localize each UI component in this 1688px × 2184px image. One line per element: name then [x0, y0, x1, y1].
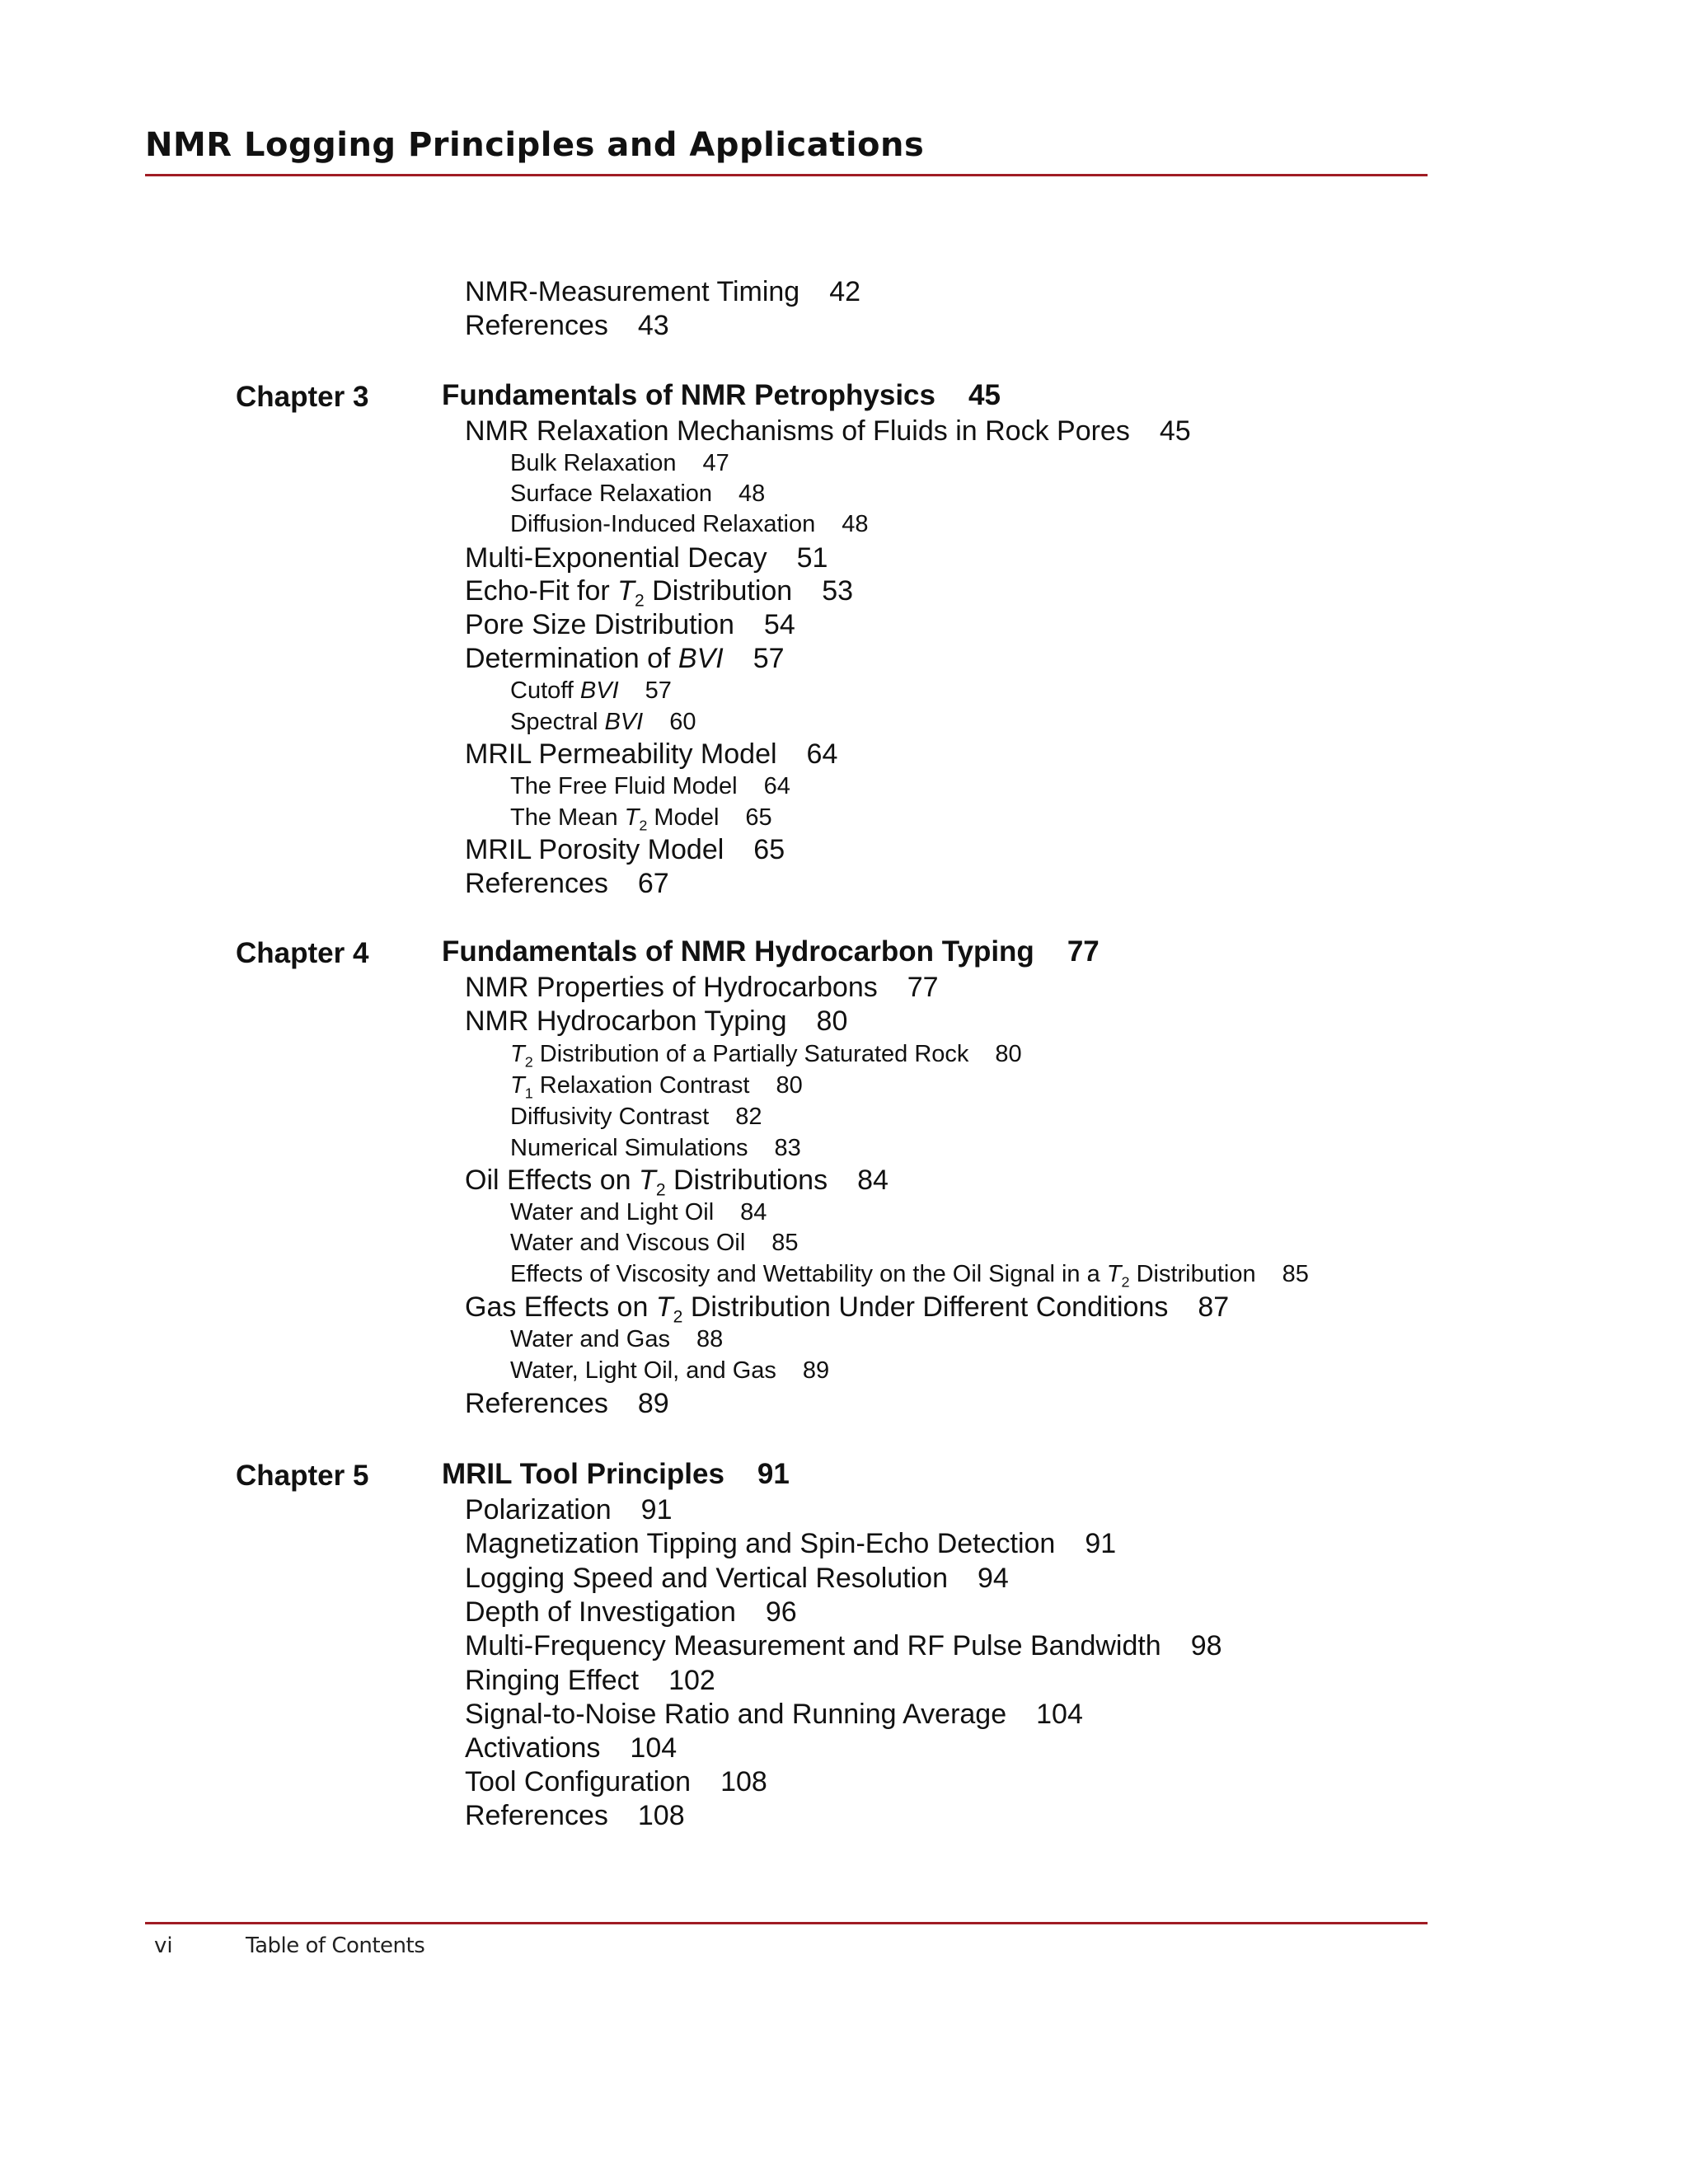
entry-page: 108 — [637, 1800, 685, 1831]
entry-title: Signal-to-Noise Ratio and Running Average — [465, 1699, 1007, 1730]
entry-title: References — [465, 868, 608, 899]
toc-subentry[interactable] — [510, 1328, 723, 1352]
entry-page: 102 — [668, 1665, 715, 1696]
entry-page: 80 — [776, 1072, 803, 1099]
entry-title: Water and Gas — [510, 1326, 670, 1352]
entry-title-part: Distribution of a Partially Saturated Rock — [539, 1041, 969, 1067]
entry-title: Logging Speed and Vertical Resolution — [465, 1563, 948, 1594]
entry-page: 82 — [735, 1104, 762, 1130]
entry-page: 48 — [842, 511, 869, 537]
toc-entry[interactable] — [465, 575, 854, 611]
toc-subentry[interactable] — [510, 1072, 803, 1102]
entry-symbol: T — [624, 804, 640, 831]
toc-subentry[interactable] — [510, 679, 672, 703]
entry-title-part: Relaxation Contrast — [539, 1072, 750, 1099]
entry-page: 98 — [1190, 1630, 1222, 1661]
entry-title: Water and Light Oil — [510, 1199, 715, 1226]
entry-page: 85 — [1282, 1261, 1309, 1287]
book-title: NMR Logging Principles and Applications — [145, 126, 925, 164]
entry-page: 65 — [745, 804, 772, 831]
entry-title-part: The Mean — [510, 804, 618, 831]
entry-title: Tool Configuration — [465, 1766, 692, 1797]
entry-title: NMR Hydrocarbon Typing — [465, 1005, 787, 1037]
toc-subentry[interactable] — [510, 513, 869, 537]
chapter-title-text: Fundamentals of NMR Petrophysics — [442, 379, 935, 411]
entry-title: References — [465, 1388, 608, 1419]
entry-page: 87 — [1198, 1291, 1230, 1323]
entry-title: Multi-Frequency Measurement and RF Pulse Bandwidth — [465, 1630, 1161, 1661]
toc-entry[interactable] — [465, 1700, 1083, 1728]
chapter-label: Chapter 4 — [236, 937, 369, 969]
toc-entry[interactable] — [465, 973, 939, 1001]
toc-entry[interactable] — [465, 417, 1191, 445]
entry-page: 67 — [637, 868, 669, 899]
entry-symbol: T — [1106, 1261, 1122, 1287]
entry-title-part: Model — [654, 804, 720, 831]
entry-subscript: 2 — [524, 1053, 533, 1071]
toc-entry[interactable] — [465, 1632, 1222, 1660]
entry-symbol: T — [617, 575, 635, 607]
entry-title-part: Distribution — [1136, 1261, 1256, 1287]
toc-subentry[interactable] — [510, 482, 765, 506]
entry-title: Water, Light Oil, and Gas — [510, 1357, 776, 1384]
entry-title: Pore Size Distribution — [465, 609, 734, 640]
entry-title: MRIL Permeability Model — [465, 738, 777, 770]
entry-title: Depth of Investigation — [465, 1596, 736, 1628]
entry-symbol: T — [510, 1041, 525, 1067]
entry-title: Diffusion-Induced Relaxation — [510, 511, 816, 537]
entry-symbol: BVI — [678, 643, 724, 674]
toc-subentry[interactable] — [510, 1201, 767, 1225]
toc-subentry[interactable] — [510, 1105, 762, 1129]
entry-page: 108 — [720, 1766, 767, 1797]
entry-page: 77 — [907, 972, 939, 1003]
entry-page: 54 — [763, 609, 795, 640]
entry-page: 60 — [669, 709, 696, 735]
entry-title: References — [465, 310, 608, 341]
entry-page: 91 — [1085, 1528, 1117, 1559]
entry-title-part: Gas Effects on — [465, 1291, 649, 1323]
entry-symbol: T — [655, 1291, 673, 1323]
entry-page: 43 — [637, 310, 669, 341]
entry-title: NMR-Measurement Timing — [465, 276, 800, 307]
toc-entry[interactable] — [465, 836, 785, 864]
chapter-title[interactable] — [442, 1460, 790, 1488]
entry-page: 51 — [796, 542, 828, 574]
entry-title: Diffusivity Contrast — [510, 1104, 710, 1130]
toc-entry[interactable] — [465, 544, 828, 572]
entry-page: 104 — [630, 1732, 678, 1764]
entry-page: 89 — [802, 1357, 830, 1384]
entry-title: Numerical Simulations — [510, 1135, 748, 1161]
entry-title: Multi-Exponential Decay — [465, 542, 767, 574]
toc-entry[interactable] — [465, 1802, 685, 1830]
entry-title-part: Determination of — [465, 643, 671, 674]
toc-entry[interactable] — [465, 869, 669, 898]
toc-entry[interactable] — [465, 644, 785, 673]
toc-entry[interactable] — [465, 1734, 677, 1762]
toc-entry[interactable] — [465, 1007, 847, 1035]
entry-subscript: 1 — [524, 1085, 533, 1102]
entry-page: 65 — [753, 834, 785, 865]
chapter-title-text: MRIL Tool Principles — [442, 1458, 724, 1490]
entry-title-part: Spectral — [510, 709, 598, 735]
entry-title-part: Echo-Fit for — [465, 575, 610, 607]
entry-title-part: Distribution — [652, 575, 793, 607]
entry-title: Surface Relaxation — [510, 480, 713, 507]
chapter-title[interactable] — [442, 937, 1100, 966]
toc-subentry[interactable] — [510, 452, 729, 476]
entry-title-part: Distributions — [673, 1165, 828, 1196]
toc-entry[interactable] — [465, 1496, 672, 1524]
entry-title: Water and Viscous Oil — [510, 1230, 746, 1256]
entry-symbol: BVI — [604, 709, 644, 735]
toc-subentry[interactable] — [510, 775, 790, 799]
entry-subscript: 2 — [634, 591, 645, 611]
entry-page: 94 — [978, 1563, 1009, 1594]
entry-title: Magnetization Tipping and Spin-Echo Detection — [465, 1528, 1056, 1559]
toc-entry[interactable] — [465, 1530, 1116, 1558]
entry-title-part: Effects of Viscosity and Wettability on the Oil Signal in a — [510, 1261, 1100, 1287]
toc-entry[interactable] — [465, 1291, 1230, 1327]
entry-subscript: 2 — [639, 817, 648, 834]
toc-entry[interactable] — [465, 312, 669, 340]
entry-page: 85 — [771, 1230, 799, 1256]
entry-symbol: T — [639, 1165, 656, 1196]
entry-page: 83 — [774, 1135, 801, 1161]
entry-page: 48 — [738, 480, 766, 507]
entry-page: 80 — [995, 1041, 1022, 1067]
entry-title: References — [465, 1800, 608, 1831]
toc-subentry[interactable] — [510, 710, 696, 734]
entry-page: 64 — [763, 773, 790, 799]
toc-entry[interactable] — [465, 278, 860, 306]
entry-subscript: 2 — [673, 1307, 683, 1327]
chapter-label: Chapter 5 — [236, 1460, 369, 1492]
toc-entry[interactable] — [465, 1390, 669, 1418]
entry-page: 64 — [806, 738, 838, 770]
toc-entry[interactable] — [465, 611, 795, 639]
entry-title: Ringing Effect — [465, 1665, 640, 1696]
entry-page: 89 — [637, 1388, 669, 1419]
chapter-page: 91 — [757, 1458, 790, 1490]
toc-entry[interactable] — [465, 1768, 767, 1796]
entry-title: Bulk Relaxation — [510, 450, 677, 476]
footer-section-label: Table of Contents — [246, 1933, 425, 1958]
entry-title: The Free Fluid Model — [510, 773, 738, 799]
header-rule — [145, 174, 1428, 176]
toc-subentry[interactable] — [510, 1359, 829, 1383]
entry-page: 84 — [740, 1199, 767, 1226]
toc-subentry[interactable] — [510, 1137, 801, 1160]
entry-page: 47 — [702, 450, 729, 476]
toc-entry[interactable] — [465, 740, 837, 768]
entry-subscript: 2 — [1121, 1273, 1130, 1291]
toc-subentry[interactable] — [510, 1261, 1309, 1291]
entry-page: 42 — [829, 276, 861, 307]
toc-entry[interactable] — [465, 1165, 889, 1200]
entry-page: 53 — [822, 575, 854, 607]
entry-page: 45 — [1159, 415, 1191, 447]
toc-entry[interactable] — [465, 1564, 1009, 1592]
toc-subentry[interactable] — [510, 1231, 799, 1255]
entry-page: 84 — [857, 1165, 889, 1196]
chapter-page: 45 — [968, 379, 1001, 411]
entry-title: Polarization — [465, 1494, 612, 1526]
toc-entry[interactable] — [465, 1598, 797, 1626]
entry-title: NMR Relaxation Mechanisms of Fluids in Rock Pores — [465, 415, 1130, 447]
footer-page-number: vi — [154, 1933, 173, 1958]
chapter-title-text: Fundamentals of NMR Hydrocarbon Typing — [442, 935, 1034, 968]
entry-title-part: Oil Effects on — [465, 1165, 631, 1196]
entry-title: Activations — [465, 1732, 601, 1764]
entry-page: 91 — [640, 1494, 673, 1526]
entry-subscript: 2 — [655, 1180, 666, 1200]
entry-title-part: Cutoff — [510, 677, 574, 704]
entry-page: 80 — [816, 1005, 848, 1037]
entry-page: 57 — [753, 643, 785, 674]
toc-subentry[interactable] — [510, 804, 772, 834]
entry-symbol: T — [510, 1072, 525, 1099]
entry-page: 57 — [645, 677, 672, 704]
entry-page: 104 — [1036, 1699, 1083, 1730]
chapter-label: Chapter 3 — [236, 381, 369, 413]
footer-rule — [145, 1922, 1428, 1924]
toc-entry[interactable] — [465, 1666, 715, 1694]
entry-title-part: Distribution Under Different Conditions — [690, 1291, 1169, 1323]
entry-page: 88 — [696, 1326, 724, 1352]
entry-title: MRIL Porosity Model — [465, 834, 724, 865]
entry-title: NMR Properties of Hydrocarbons — [465, 972, 878, 1003]
entry-page: 96 — [765, 1596, 797, 1628]
entry-symbol: BVI — [579, 677, 619, 704]
chapter-title[interactable] — [442, 381, 1001, 410]
chapter-page: 77 — [1067, 935, 1100, 968]
toc-subentry[interactable] — [510, 1041, 1022, 1071]
